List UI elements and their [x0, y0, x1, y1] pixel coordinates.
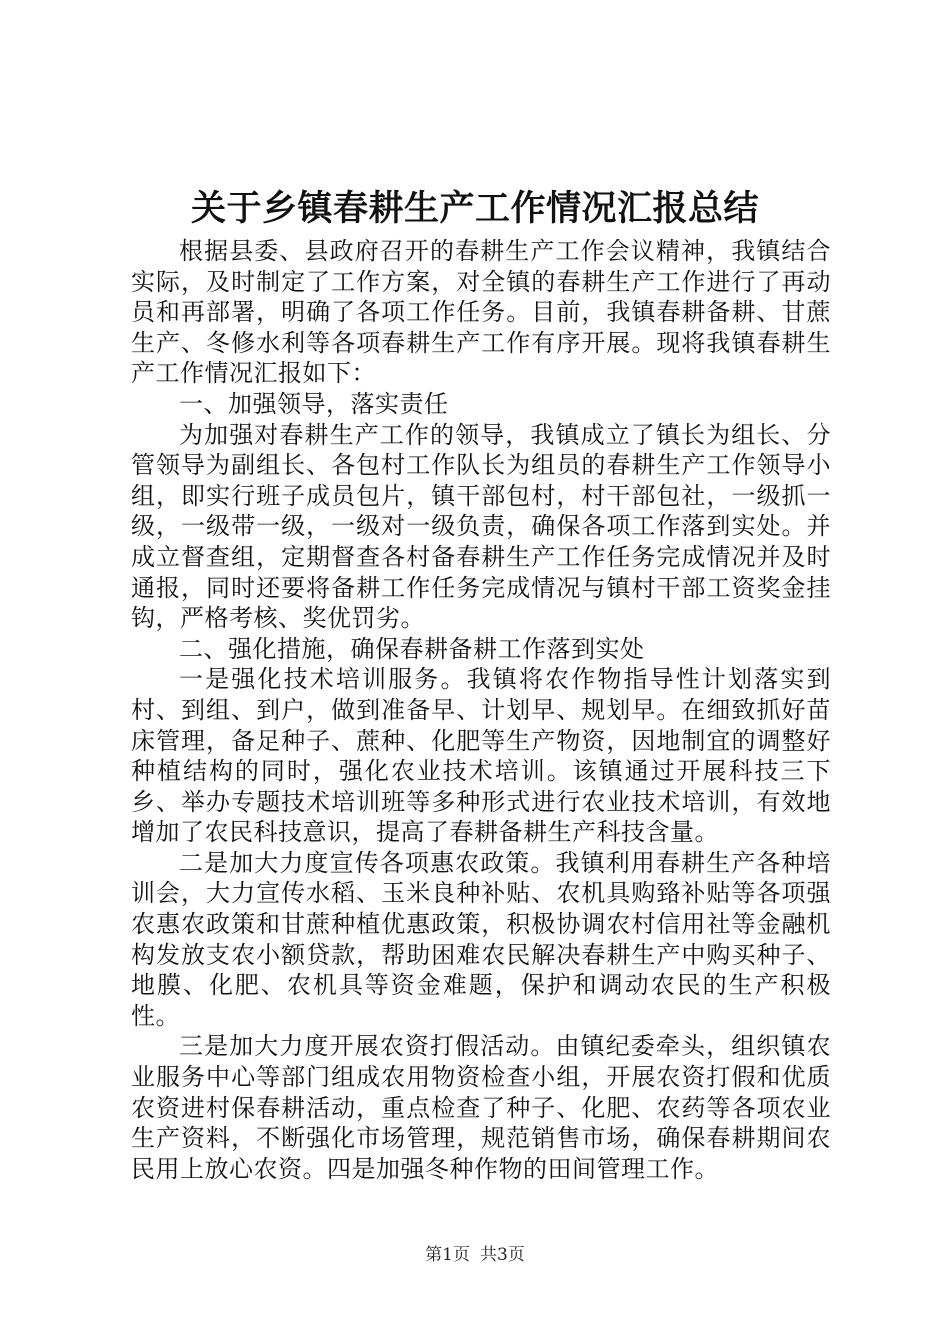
page-total: 共3页: [480, 1245, 525, 1265]
measure-3-paragraph: 三是加大力度开展农资打假活动。由镇纪委牵头，组织镇农业服务中心等部门组成农用物资检查小组，开展农资打假和优质农资进村保春耕活动，重点检查了种子、化肥、农药等各项农业生产资料，不断强化市场管理，规范销售市场，确保春耕期间农民用上放心农资。四是加强冬种作物的田间管理工作。: [131, 1032, 831, 1183]
section-heading-1: 一、加强领导，落实责任: [179, 389, 449, 418]
document-title: 关于乡镇春耕生产工作情况汇报总结: [190, 188, 759, 229]
intro-paragraph: 根据县委、县政府召开的春耕生产工作会议精神，我镇结合实际，及时制定了工作方案，对全镇的春耕生产工作进行了再动员和再部署，明确了各项工作任务。目前，我镇春耕备耕、甘蔗生产、冬修水利等各项春耕生产工作有序开展。现将我镇春耕生产工作情况汇报如下：: [131, 237, 831, 388]
page-footer: [0, 1244, 950, 1266]
section-heading-2: 二、强化措施，确保春耕备耕工作落到实处: [179, 634, 645, 663]
measure-2-paragraph: 二是加大力度宣传各项惠农政策。我镇利用春耕生产各种培训会，大力宣传水稻、玉米良种补贴、农机具购臵补贴等各项强农惠农政策和甘蔗种植优惠政策，积极协调农村信用社等金融机构发放支农小额贷款，帮助困难农民解决春耕生产中购买种子、地膜、化肥、农机具等资金难题，保护和调动农民的生产积极性。: [131, 848, 831, 1030]
document-body: [131, 236, 831, 1184]
section-1-paragraph: 为加强对春耕生产工作的领导，我镇成立了镇长为组长、分管领导为副组长、各包村工作队长为组员的春耕生产工作领导小组，即实行班子成员包片，镇干部包村，村干部包社，一级抓一级，一级带一级，一级对一级负责，确保各项工作落到实处。并成立督查组，定期督查各村备春耕生产工作任务完成情况并及时通报，同时还要将备耕工作任务完成情况与镇村干部工资奖金挂钩，严格考核、奖优罚劣。: [131, 420, 831, 633]
page-number: 第1页: [425, 1245, 470, 1265]
measure-1-paragraph: 一是强化技术培训服务。我镇将农作物指导性计划落实到村、到组、到户，做到准备早、计划早、规划早。在细致抓好苗床管理，备足种子、蔗种、化肥等生产物资，因地制宜的调整好种植结构的同时，强化农业技术培训。该镇通过开展科技三下乡、举办专题技术培训班等多种形式进行农业技术培训，有效地增加了农民科技意识，提高了春耕备耕生产科技含量。: [131, 665, 831, 847]
